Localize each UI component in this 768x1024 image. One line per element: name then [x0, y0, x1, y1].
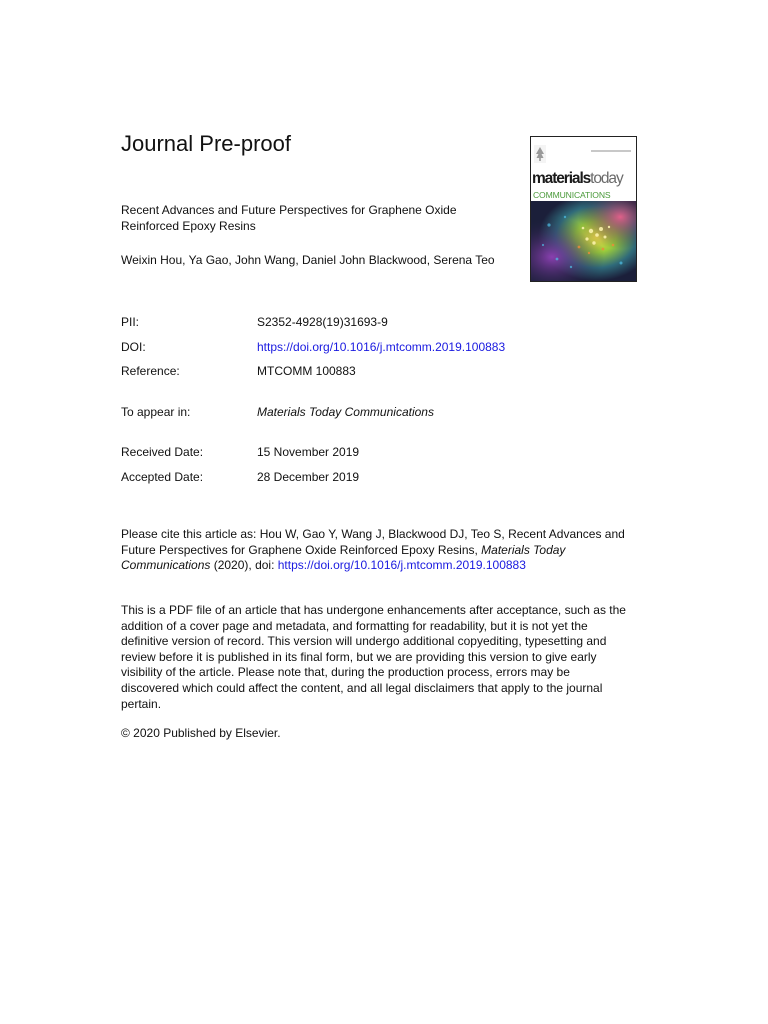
doi-link[interactable]: https://doi.org/10.1016/j.mtcomm.2019.100883: [257, 340, 506, 354]
citation-journal: Materials Today Communications: [121, 542, 566, 573]
article-title: Recent Advances and Future Perspectives for Graphene Oxide Reinforced Epoxy Resins: [121, 203, 457, 233]
reference-label: Reference:: [121, 364, 180, 378]
citation-doi-link[interactable]: https://doi.org/10.1016/j.mtcomm.2019.100883: [277, 558, 526, 573]
cover-header-line: [591, 150, 631, 152]
appear-label: To appear in:: [121, 405, 191, 419]
received-value: 15 November 2019: [257, 445, 360, 459]
doi-label: DOI:: [121, 340, 146, 354]
reference-value: MTCOMM 100883: [257, 364, 356, 378]
cover-brand-subtitle: COMMUNICATIONS: [533, 190, 611, 200]
journal-cover-image: [530, 136, 637, 282]
cover-brand-title: [532, 170, 623, 188]
accepted-value: 28 December 2019: [257, 470, 360, 484]
pii-value: S2352-4928(19)31693-9: [257, 315, 388, 329]
pii-label: PII:: [121, 315, 140, 329]
elsevier-tree-icon: [534, 145, 546, 163]
cover-brand-accent: today: [590, 170, 623, 187]
article-authors: Weixin Hou, Ya Gao, John Wang, Daniel John Blackwood, Serena Teo: [121, 253, 495, 267]
cover-brand-main: materials: [532, 170, 591, 187]
citation-paragraph: [121, 527, 631, 574]
page-title: Journal Pre-proof: [121, 131, 291, 156]
notice-paragraph: This is a PDF file of an article that has undergone enhancements after acceptance, such as the addition of a cover page and metadata, and formatting for readability, but it is not yet the definitive version of record. This version will undergo additional copyediting, typesetting and review before it is published in its final form, but we are providing this version to give early visibility of the article. Please note that, during the production process, errors may be discovered which could affect the content, and all legal disclaimers that apply to the journal pertain.: [121, 603, 626, 711]
citation-year: (2020), doi:: [210, 558, 278, 573]
citation-prefix: Please cite this article as: Hou W, Gao Y, Wang J, Blackwood DJ, Teo S, Recent Advances and Future Perspectives for Graphene Oxide Reinforced Epoxy Resins,: [121, 527, 625, 557]
cover-artwork: [531, 201, 636, 281]
received-label: Received Date:: [121, 445, 204, 459]
appear-value: Materials Today Communications: [257, 405, 434, 419]
accepted-label: Accepted Date:: [121, 470, 204, 484]
copyright-notice: © 2020 Published by Elsevier.: [121, 726, 281, 740]
